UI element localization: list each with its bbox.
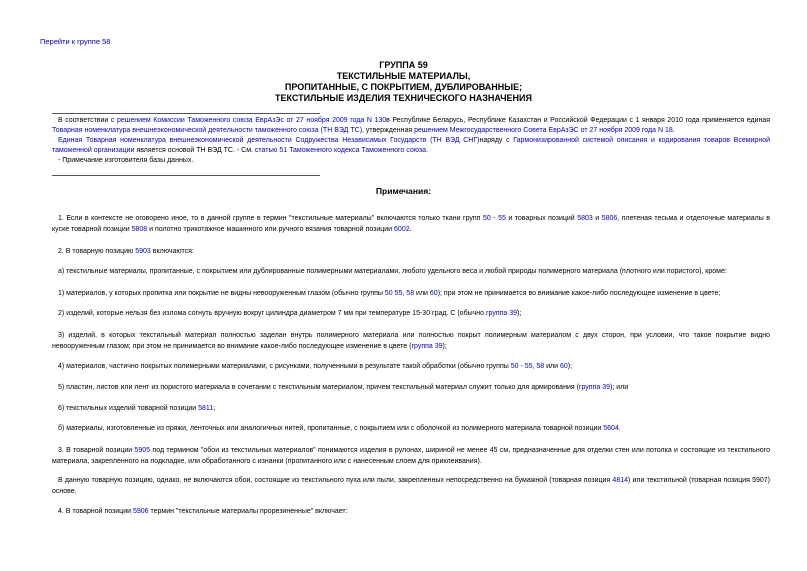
title-line-2: ТЕКСТИЛЬНЫЕ МАТЕРИАЛЫ,: [336, 71, 471, 81]
note-item-2: 2) изделий, которые нельзя без излома согнуть вручную вокруг цилиндра диаметром 7 мм при температуре 15-30 град. С (обычно группа 39);: [58, 310, 522, 317]
link-group-60-b[interactable]: 60: [560, 363, 568, 370]
link-groups-50-55-58-b[interactable]: 50 - 55, 58: [510, 363, 545, 370]
footnote-paragraph-1: В соответствии с решением Комиссии Таможенного союза ЕврАзЭс от 27 ноября 2009 года N 130в Республике Беларусь, Республике Казахстан и Российской Федерации с 1 января 2010 года применяется единая Товарная номенклатура внешнеэкономической деятельности таможенного союза (ТН ВЭД ТС), утвержденная решением Межгосударственного Совета ЕврАзЭС от 27 ноября 2009 года N 18.: [52, 117, 770, 134]
group-title: [0, 60, 807, 104]
prev-group-link[interactable]: Перейти к группе 58: [40, 37, 111, 46]
harmonized-system-link[interactable]: Гармонизированной системой описания и кодирования товаров Всемирной таможенной организации: [52, 137, 770, 154]
link-5905[interactable]: 5905: [134, 447, 151, 454]
footnote-bottom-rule: [52, 175, 320, 176]
note-paragraph-3: 3. В товарной позиции 5905 под термином "обои из текстильных материалов" понимаются изделия в рулонах, шириной не менее 45 см, предназначенные для отделки стен или потолка и состоящие из текстильного материала, закрепленного на подкладке, или обработанного с изнанки (пропитанного или с нанесенным слоем для приклеивания).: [52, 447, 770, 465]
note-item-5: 5) пластин, листов или лент из пористого материала в сочетании с текстильным материалом, причем текстильный материал служит только для армирования (группа 39); или: [58, 384, 629, 391]
link-5806[interactable]: 5806: [601, 215, 618, 222]
link-group-39-a[interactable]: группа 39: [485, 310, 518, 317]
note-paragraph-1: 1. Если в контексте не оговорено иное, то в данной группе в термин "текстильные материалы" включаются только ткани групп 50 - 55 и товарных позиций 5803 и 5806, плетеная тесьма и отделочные материалы в куске товарной позиции 5808 и полотно трикотажное машинного или ручного вязания товарной позиции 6002.: [52, 215, 770, 233]
title-line-4: ТЕКСТИЛЬНЫЕ ИЗДЕЛИЯ ТЕХНИЧЕСКОГО НАЗНАЧЕНИЯ: [275, 93, 532, 103]
commission-decision-link[interactable]: решением Комиссии Таможенного союза ЕврАзЭс от 27 ноября 2009 года N 130: [116, 117, 387, 124]
link-5903[interactable]: 5903: [135, 248, 151, 255]
footnote-top-rule: [52, 113, 320, 114]
note-paragraph-2a: а) текстильные материалы, пропитанные, с покрытием или дублированные полимерными материалами, любого удельного веса и любой природы полимерного материала (плотного или пористого), кроме:: [58, 268, 727, 275]
link-5803[interactable]: 5803: [577, 215, 593, 222]
note-paragraph-2b: б) материалы, изготовленные из пряжи, ленточных или аналогичных нитей, пропитанные, с покрытием или с оболочкой из полимерного материала товарной позиции 5604.: [58, 425, 621, 432]
tn-ved-ts-link[interactable]: Товарная номенклатура внешнеэкономической деятельности таможенного союза (ТН ВЭД ТС): [52, 127, 363, 134]
title-line-1: ГРУППА 59: [379, 60, 428, 70]
link-groups-50-55-58[interactable]: 50 55, 58: [384, 290, 415, 297]
note-item-4: 4) материалов, частично покрытых полимерными материалами, с рисунками, полученными в результате такой обработки (обычно группы 50 - 55, 58 или 60);: [58, 363, 573, 370]
editor-footnote: [52, 116, 770, 166]
customs-code-article-link[interactable]: статью 51 Таможенного кодекса Таможенного союза: [254, 147, 427, 154]
link-6002[interactable]: 6002: [394, 225, 410, 233]
footnote-paragraph-2: Единая Товарная номенклатура внешнеэкономической деятельности Содружества Независимых Государств (ТН ВЭД СНГ)наряду с Гармонизированной системой описания и кодирования товаров Всемирной таможенной организации является основой ТН ВЭД ТС. - См. статью 51 Таможенного кодекса Таможенного союза.: [52, 137, 770, 154]
note-paragraph-2: 2. В товарную позицию 5903 включаются:: [58, 248, 194, 255]
title-line-3: ПРОПИТАННЫЕ, С ПОКРЫТИЕМ, ДУБЛИРОВАННЫЕ;: [284, 82, 523, 92]
link-5906[interactable]: 5906: [132, 508, 149, 515]
note-item-3: 3) изделий, в которых текстильный материал полностью заделан внутрь полимерного материала или полностью покрыт полимерным материалом с двух сторон, при условии, что такое покрытие видно невооруженным глазом; при этом не принимается во внимание какое-либо последующее изменение в цвете (группа 39);: [52, 332, 770, 350]
link-group-39-c[interactable]: группа 39: [578, 384, 610, 391]
link-group-39-b[interactable]: группа 39: [411, 342, 443, 350]
link-5811[interactable]: 5811: [198, 405, 214, 412]
link-5808[interactable]: 5808: [131, 225, 148, 233]
tn-ved-sng-link[interactable]: Единая Товарная номенклатура внешнеэкономической деятельности Содружества Независимых Государств (ТН ВЭД СНГ): [58, 137, 480, 144]
note-item-6: 6) текстильных изделий товарной позиции 5811;: [58, 405, 216, 412]
notes-heading: Примечания:: [375, 186, 432, 196]
council-decision-link[interactable]: решением Межгосударственного Совета ЕврАзЭС от 27 ноября 2009 года N 18: [414, 127, 673, 134]
footnote-paragraph-3: - Примечание изготовителя базы данных.: [58, 157, 194, 164]
note-paragraph-3b: В данную товарную позицию, однако, не включаются обои, состоящие из текстильного пуха или пыли, закрепленных непосредственно на бумажной (товарная позиция 4814) или текстильной (товарная позиция 5907) основе.: [52, 477, 770, 495]
note-item-1: 1) материалов, у которых пропитка или покрытие не видны невооруженным глазом (обычно группы 50 55, 58 или 60); при этом не принимается во внимание какое-либо последующее изменение в цвете;: [58, 290, 721, 297]
link-5604[interactable]: 5604: [603, 425, 619, 432]
link-4814[interactable]: 4814: [612, 477, 628, 484]
link-groups-50-55[interactable]: 50 - 55: [482, 215, 506, 222]
note-paragraph-4: 4. В товарной позиции 5906 термин "текстильные материалы прорезиненные" включает:: [58, 508, 348, 515]
link-group-60[interactable]: 60: [429, 290, 438, 297]
